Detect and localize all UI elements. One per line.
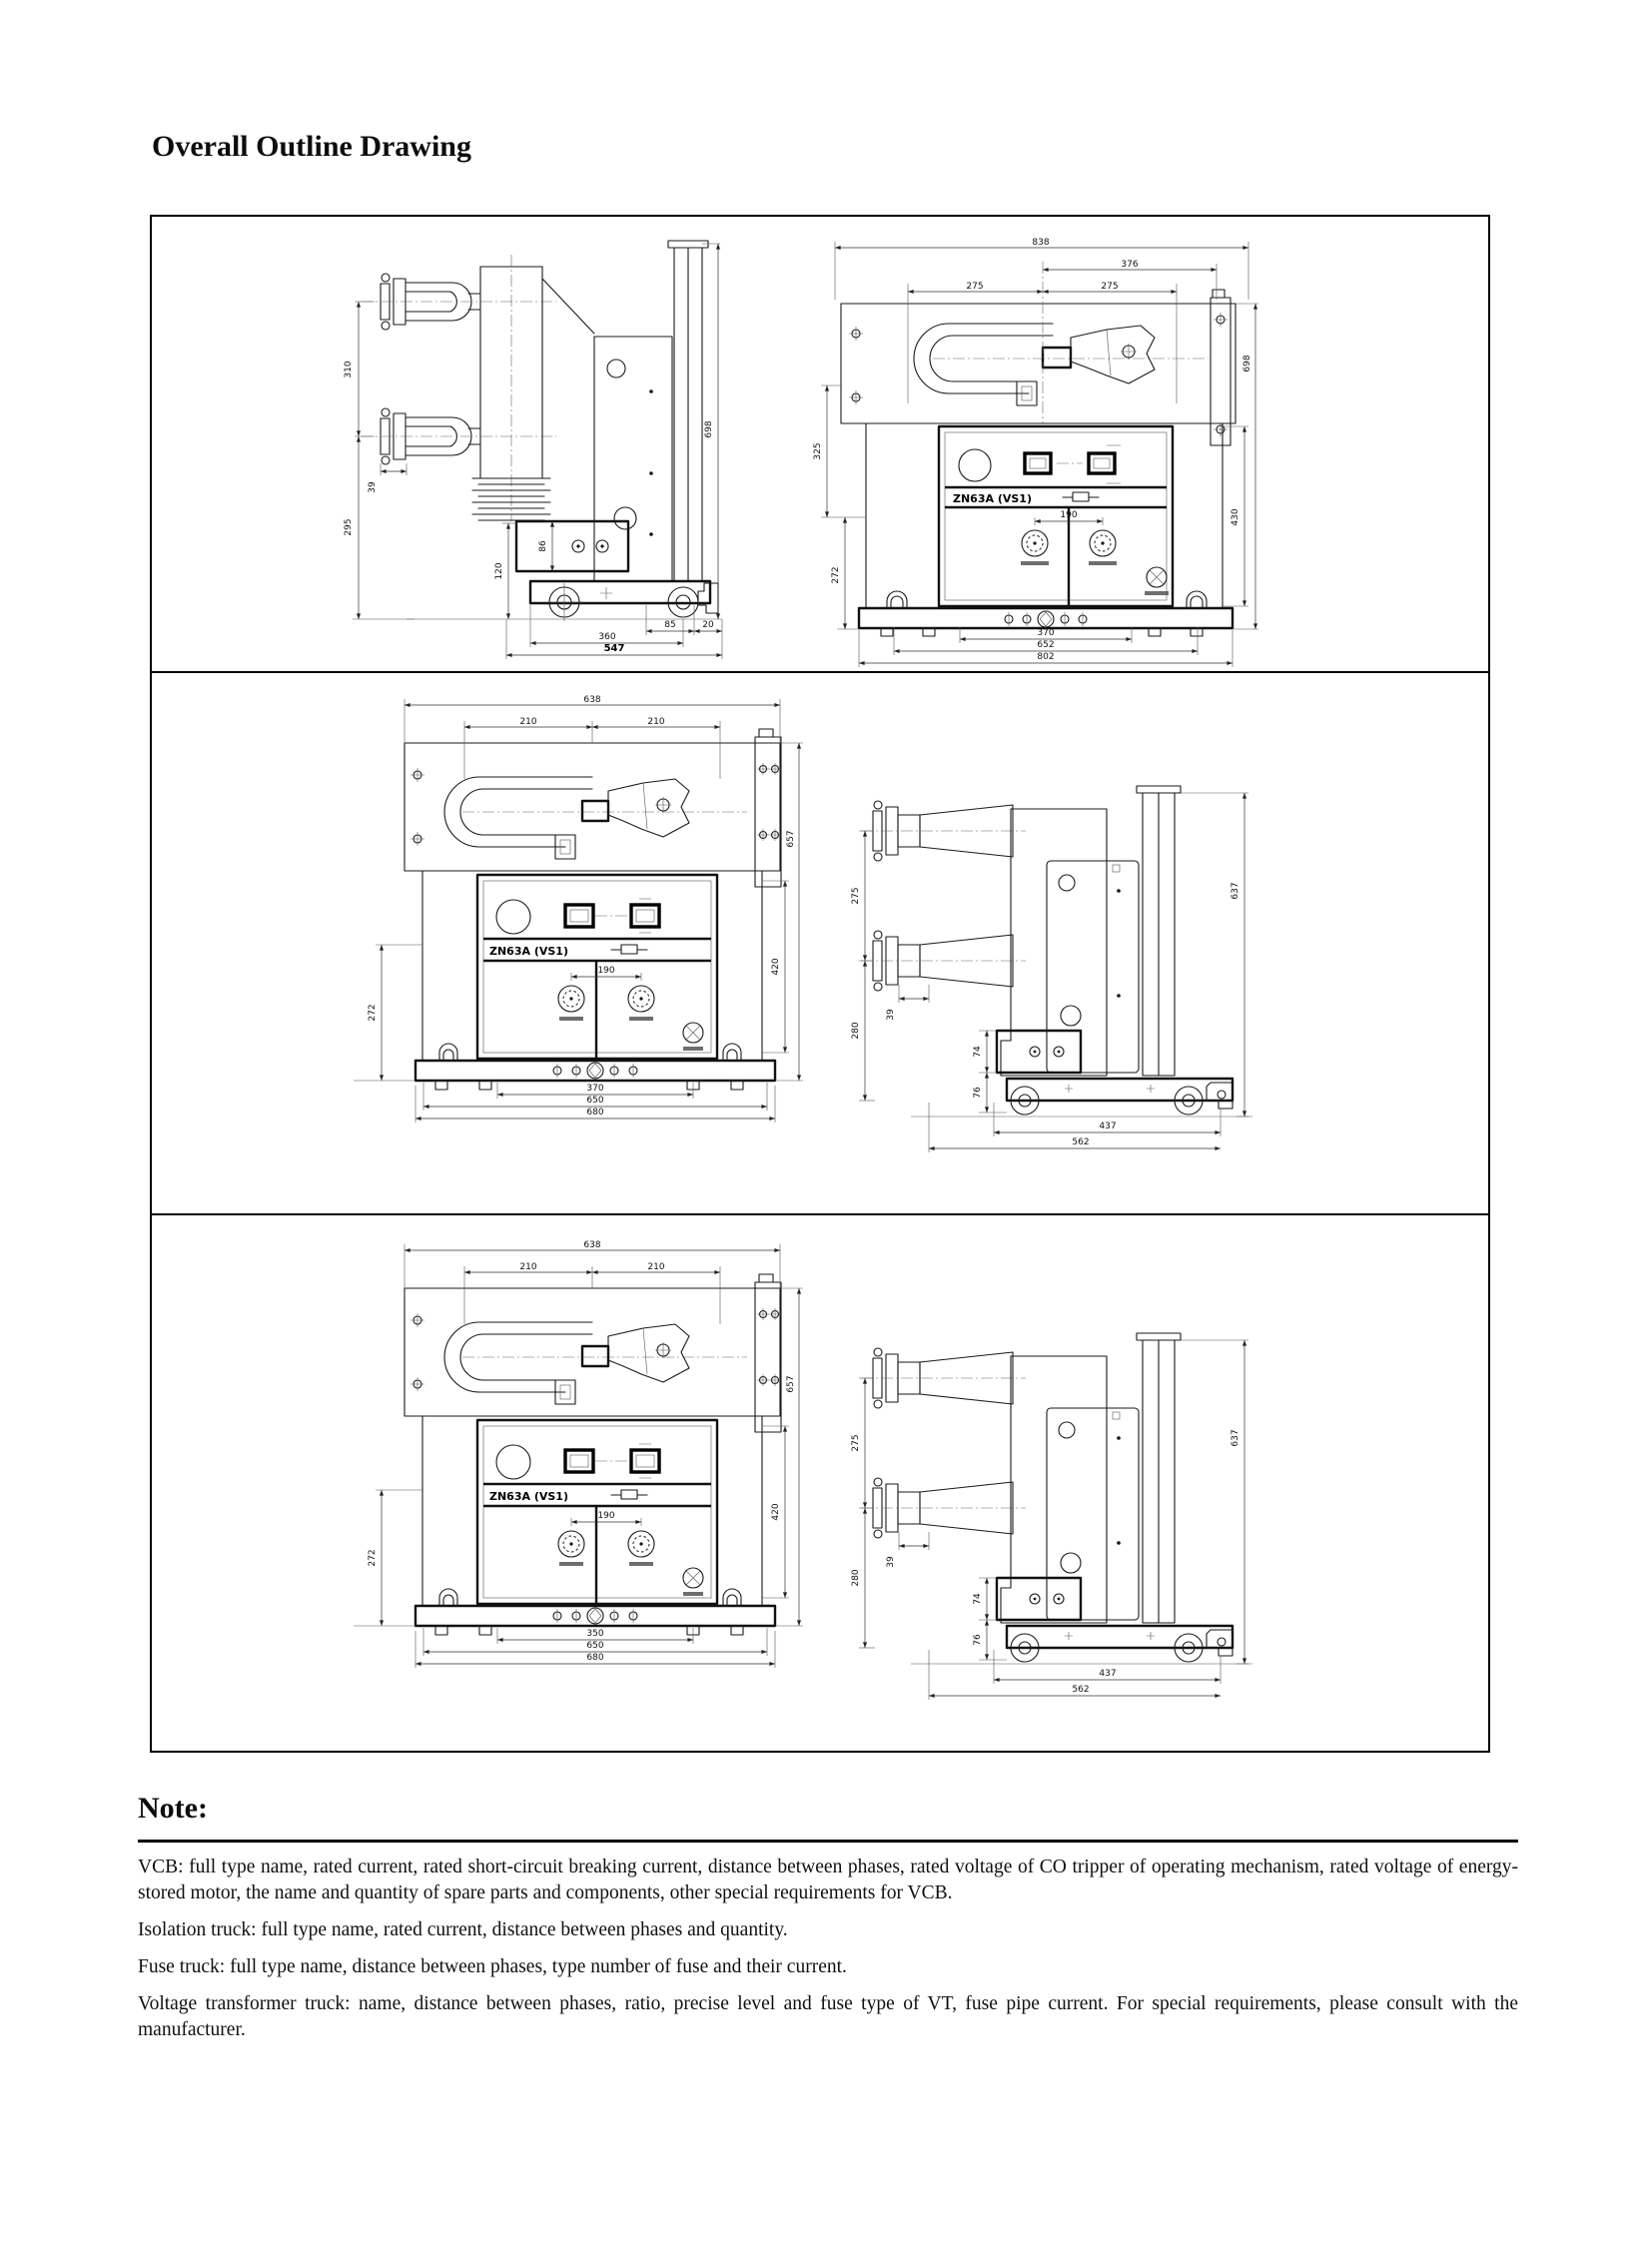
- adapter-box: [997, 1578, 1081, 1620]
- dim-inner-width: 437: [1099, 1669, 1117, 1679]
- dim-finger-width: 39: [886, 1009, 896, 1021]
- dim-button-spacing: 190: [1060, 510, 1078, 520]
- dim-total-height: 637: [1231, 882, 1240, 900]
- dim-lower-left: 272: [368, 1549, 378, 1567]
- dim-lower-left: 272: [368, 1004, 378, 1022]
- dim-frame-width: 650: [586, 1096, 604, 1106]
- dim-hole-spacing: 350: [586, 1629, 604, 1639]
- dim-total-width: 638: [583, 1240, 601, 1250]
- dim-lower-height: 280: [851, 1022, 861, 1040]
- housing-body: [1001, 809, 1139, 1076]
- dim-base-width: 680: [586, 1108, 604, 1118]
- adapter-box: [997, 1031, 1081, 1073]
- dim-lower-height: 280: [851, 1569, 861, 1587]
- dim-button-spacing: 190: [597, 1511, 615, 1521]
- dim-total-height: 637: [1231, 1429, 1240, 1447]
- pull-rod-column: [1137, 1333, 1181, 1623]
- dim-lower-height: 295: [344, 518, 354, 536]
- mechanism-housing: [594, 337, 672, 581]
- note-item-vt-truck: Voltage transformer truck: name, distance between phases, ratio, precise level and fuse type of VT, fuse pipe current. For special requirements, please consult with the manufacturer.: [138, 1992, 1518, 2040]
- note-item-isolation-truck: Isolation truck: full type name, rated current, distance between phases and quantity.: [138, 1918, 788, 1940]
- note-divider: [138, 1840, 1518, 1843]
- dimension-lines: [344, 244, 722, 659]
- cabinet: [422, 1416, 762, 1606]
- drawing-row3-right-side-view: [851, 1288, 1260, 1723]
- dim-base-width: 802: [1037, 652, 1055, 662]
- dim-hole-spacing: 370: [1037, 628, 1055, 638]
- dim-base-height: 120: [494, 562, 504, 580]
- dim-right-span: 376: [1121, 260, 1139, 270]
- dim-left-phase: 210: [519, 1262, 537, 1272]
- cabinet: [866, 423, 1223, 608]
- dim-panel-height: 420: [771, 958, 781, 976]
- dim-finger-width: 39: [886, 1556, 896, 1568]
- dim-right-phase: 210: [647, 717, 665, 727]
- row-separator: [150, 1213, 1490, 1215]
- dim-end-offset: 20: [702, 620, 714, 630]
- pull-rod-column: [1137, 786, 1181, 1076]
- pull-rod-column: [668, 241, 708, 581]
- note-heading: Note:: [138, 1792, 208, 1825]
- dim-box-height: 74: [973, 1593, 983, 1605]
- dim-total-width: 638: [583, 695, 601, 705]
- dim-total-height: 657: [786, 830, 796, 848]
- housing-body: [1001, 1356, 1139, 1623]
- top-band: [405, 729, 781, 887]
- dim-button-spacing: 190: [597, 966, 615, 976]
- dim-hole-spacing: 370: [586, 1084, 604, 1094]
- dim-base-height: 76: [973, 1634, 983, 1646]
- dim-finger-width: 39: [368, 481, 378, 493]
- dim-wheel-offset: 85: [664, 620, 676, 630]
- page-title: Overall Outline Drawing: [152, 130, 471, 163]
- bushing-arms: [361, 274, 556, 464]
- nameplate-label: ZN63A (VS1): [953, 492, 1032, 505]
- dim-inner-width: 437: [1099, 1121, 1117, 1131]
- dim-base-width: 562: [1072, 1137, 1090, 1147]
- dim-right-phase: 275: [1101, 282, 1119, 292]
- dim-base-width: 562: [1072, 1685, 1090, 1695]
- drawing-row1-right-front-view: [811, 234, 1260, 673]
- dim-left-phase: 275: [966, 282, 984, 292]
- dim-base-width: 680: [586, 1653, 604, 1663]
- adapter-box: [516, 521, 628, 571]
- nameplate-label: ZN63A (VS1): [489, 1490, 568, 1503]
- drawing-row1-left-side-view: [295, 222, 724, 661]
- drawing-row2-left-front-view: [328, 689, 807, 1128]
- dim-right-phase: 210: [647, 1262, 665, 1272]
- dim-arm-spacing: 275: [851, 1434, 861, 1452]
- dim-left-phase: 210: [519, 717, 537, 727]
- top-band: [405, 1274, 781, 1432]
- bushing-arms: [861, 1348, 1026, 1538]
- dim-total-width: 547: [603, 643, 625, 654]
- dim-panel-height: 420: [771, 1503, 781, 1521]
- note-item-fuse-truck: Fuse truck: full type name, distance between phases, type number of fuse and their current.: [138, 1955, 847, 1977]
- pole-column: [472, 255, 594, 521]
- drawing-row2-right-side-view: [851, 741, 1260, 1175]
- base-truck: [407, 581, 722, 621]
- base-truck: [911, 1626, 1252, 1664]
- dim-panel-height: 430: [1231, 508, 1240, 526]
- note-section: [138, 1792, 1518, 2054]
- note-item-vcb: VCB: full type name, rated current, rated short-circuit breaking current, distance between phases, rated voltage of CO tripper of operating mechanism, rated voltage of energy-stored motor, the name and quantity of spare parts and components, other special requirements for VCB.: [138, 1857, 1518, 1903]
- dim-arm-spacing: 310: [344, 361, 354, 378]
- dim-total-width: 838: [1032, 238, 1050, 248]
- dim-box-height: 74: [973, 1046, 983, 1058]
- dim-total-height: 698: [704, 420, 714, 438]
- dim-upper-left: 325: [813, 442, 823, 460]
- nameplate-label: ZN63A (VS1): [489, 945, 568, 958]
- dim-frame-width: 650: [586, 1641, 604, 1651]
- dim-total-height: 698: [1242, 355, 1252, 373]
- dim-lower-left: 272: [831, 566, 841, 584]
- dim-box-height: 86: [538, 540, 548, 552]
- cabinet: [422, 871, 762, 1061]
- dim-base-height: 76: [973, 1087, 983, 1099]
- dim-total-height: 657: [786, 1375, 796, 1393]
- drawing-row3-left-front-view: [328, 1234, 807, 1674]
- base-truck: [911, 1079, 1252, 1117]
- bushing-arms: [861, 801, 1026, 991]
- dim-frame-width: 652: [1037, 640, 1055, 650]
- dim-base-width: 360: [598, 632, 616, 642]
- dim-arm-spacing: 275: [851, 887, 861, 905]
